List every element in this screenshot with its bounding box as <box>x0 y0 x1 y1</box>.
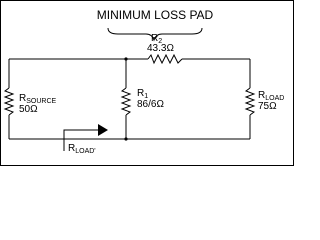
r1-value: 86/6Ω <box>137 99 164 110</box>
diagram-title: MINIMUM LOSS PAD <box>96 8 214 22</box>
rsource-resistor <box>5 88 13 115</box>
rload-label: $R_{LOAD}$ <box>258 90 285 102</box>
r2-label: $R_2$ <box>151 33 163 45</box>
r2-value: 43.3Ω <box>147 43 174 54</box>
rload-value: 75Ω <box>258 101 277 112</box>
r1-resistor <box>122 88 130 115</box>
rsource-value: 50Ω <box>19 104 38 115</box>
rload-resistor <box>246 88 254 115</box>
rsource-label: $R_{SOURCE}$ <box>19 93 57 105</box>
rload-prime-label: $R_{LOAD'}$ <box>68 143 96 155</box>
r2-resistor <box>148 55 182 63</box>
junction-top <box>124 57 127 60</box>
r1-label: $R_1$ <box>137 88 149 100</box>
rload-prime-arrowhead <box>98 124 108 136</box>
junction-bottom <box>124 137 127 140</box>
